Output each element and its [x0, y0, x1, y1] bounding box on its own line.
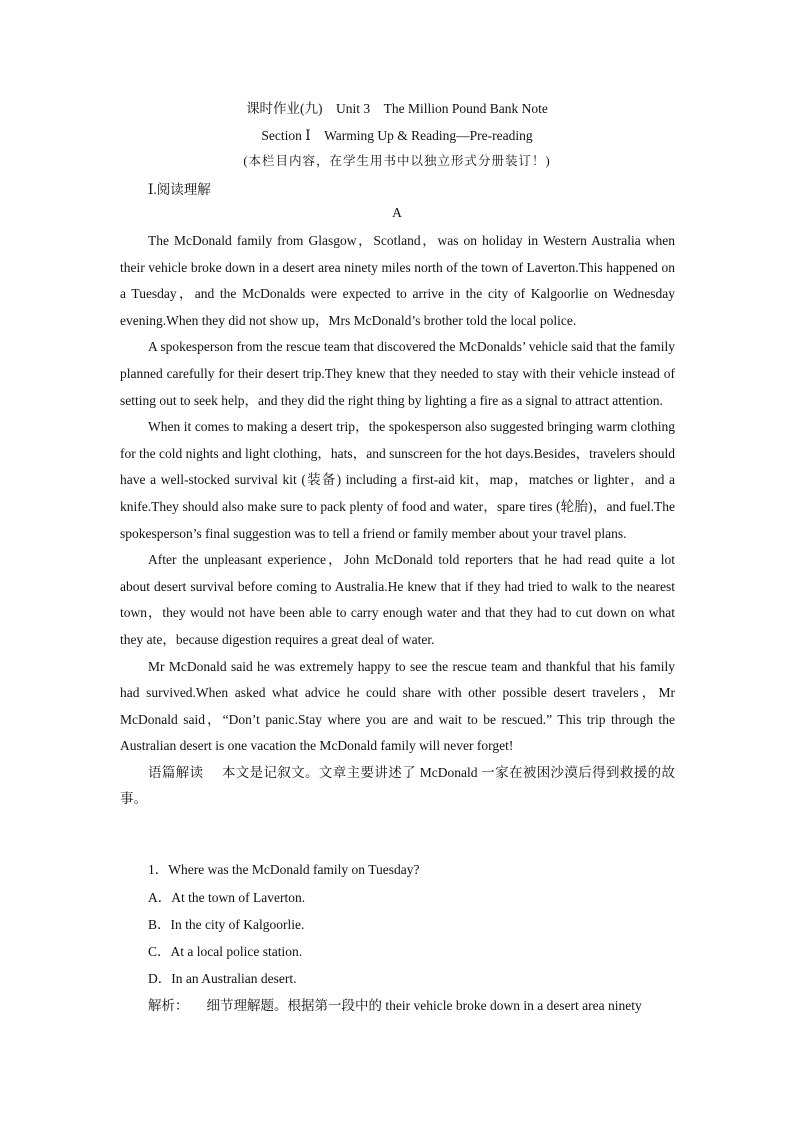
option-b: B．In the city of Kalgoorlie.: [148, 917, 305, 932]
summary-label: 语篇解读: [148, 764, 204, 780]
worksheet-title: 课时作业(九) Unit 3 The Million Pound Bank Note: [246, 101, 548, 116]
section-heading: Ⅰ.阅读理解: [148, 182, 211, 197]
paragraph: When it comes to making a desert trip，the spokesperson also suggested bringing warm clothing for the cold nights and light clothing，hats，and sunscreen for the hot days.Besides，travelers should have a well-stocked survival kit (装备) including a first-aid kit，map，matches or lighter，and a knife.They should also make sure to pack plenty of food and water，spare tires (轮胎)，and fuel.The spokesperson’s final suggestion was to tell a friend or family member about your travel plans.: [120, 419, 675, 541]
passage-summary: [120, 760, 675, 813]
paragraph: A spokesperson from the rescue team that discovered the McDonalds’ vehicle said that the family planned carefully for their desert trip.They knew that they needed to stay with their vehicle instead of setting out to seek help，and they did the right thing by lighting a fire as a signal to attract attention.: [120, 339, 675, 408]
binding-note: (本栏目内容，在学生用书中以独立形式分册装订！): [243, 154, 551, 168]
passage-body: [120, 228, 675, 813]
question-stem: 1．Where was the McDonald family on Tuesday?: [148, 862, 420, 877]
option-c: C．At a local police station.: [148, 944, 303, 959]
analysis-text: 细节理解题。根据第一段中的 their vehicle broke down in a desert area ninety: [206, 998, 642, 1013]
option-d: D．In an Australian desert.: [148, 971, 297, 986]
paragraph: Mr McDonald said he was extremely happy to see the rescue team and thankful that his family had survived.When asked what advice he could share with other possible desert travelers，Mr McDonald said，“Don’t panic.Stay where you are and wait to be rescued.” This trip through the Australian desert is one vacation the McDonald family will never forget!: [120, 658, 675, 754]
section-subtitle: Section Ⅰ Warming Up & Reading—Pre-reading: [261, 128, 533, 143]
paragraph: The McDonald family from Glasgow，Scotland，was on holiday in Western Australia when their vehicle broke down in a desert area ninety miles north of the town of Laverton.This happened on a Tuesday，and the McDonalds were expected to arrive in the city of Kalgoorlie on Wednesday evening.When they did not show up，Mrs McDonald’s brother told the local police.: [120, 233, 675, 328]
summary-text: 本文是记叙文。文章主要讲述了 McDonald 一家在被困沙漠后得到救援的故事。: [120, 764, 676, 807]
paragraph: After the unpleasant experience，John McDonald told reporters that he had read quite a lot about desert survival before coming to Australia.He knew that if they had tried to walk to the nearest town，they would not have been able to carry enough water and that they had to cut down on what they ate，because digestion requires a great deal of water.: [120, 552, 675, 647]
analysis: [148, 994, 678, 1014]
passage-title: A: [392, 205, 402, 220]
option-a: A．At the town of Laverton.: [148, 890, 306, 905]
analysis-label: 解析：: [148, 998, 189, 1013]
